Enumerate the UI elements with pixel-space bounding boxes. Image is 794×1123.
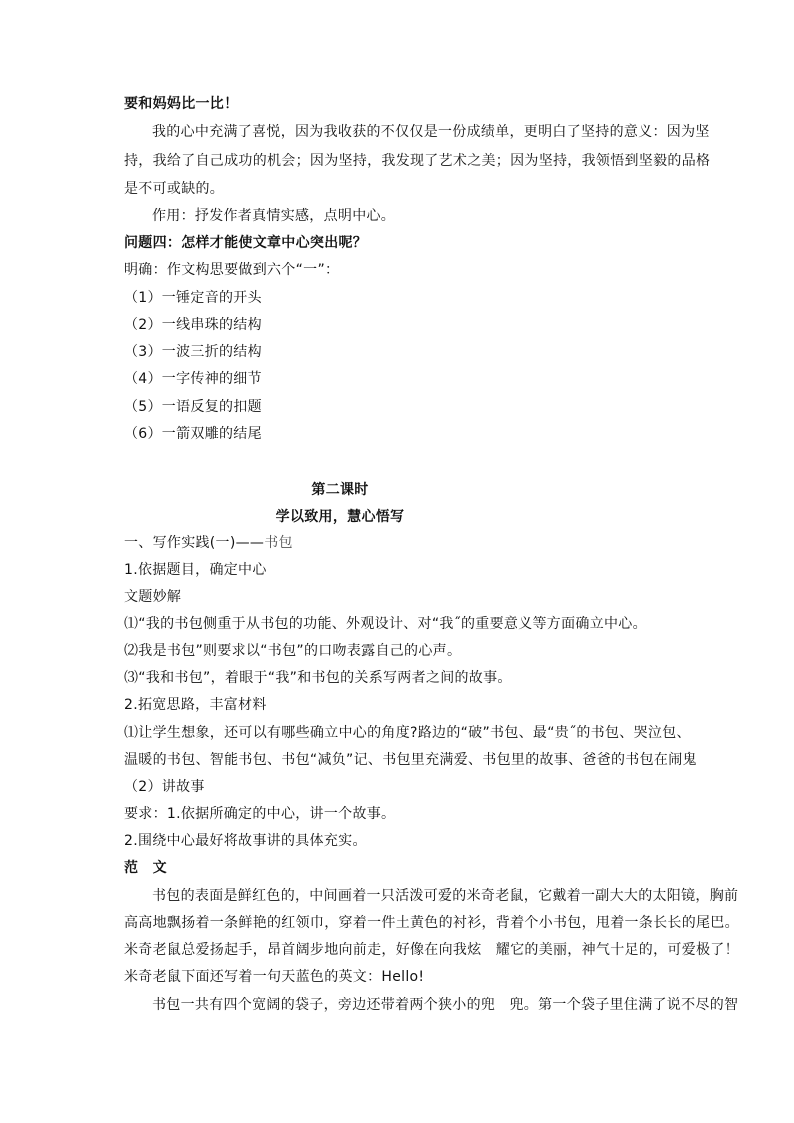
paragraph-line: ⑶“我和书包”，着眼于“我”和书包的关系写两者之间的故事。 <box>124 670 512 686</box>
paragraph-line: 书包的表面是鲜红色的，中间画着一只活泼可爱的米奇老鼠，它戴着一副大大的太阳镜，胸前 <box>152 888 739 904</box>
paragraph-line: ⑴“我的书包侧重于从书包的功能、外观设计、对“我˝的重要意义等方面确立中心。 <box>124 616 647 632</box>
paragraph-line: 要和妈妈比一比！ <box>124 96 239 112</box>
paragraph-line: ⑵我是书包”则要求以“书包”的口吻表露自己的心声。 <box>124 643 462 659</box>
list-item: （4）一字传神的细节 <box>124 371 262 387</box>
list-item: （2）一线串珠的结构 <box>124 317 262 333</box>
paragraph-line: 持，我给了自己成功的机会；因为坚持，我发现了艺术之美；因为坚持，我领悟到坚毅的品格 <box>124 153 711 169</box>
list-item: （5）一语反复的扣题 <box>124 399 262 415</box>
paragraph-line: 书包一共有四个宽阔的袋子，旁边还带着两个狭小的兜 兜。第一个袋子里住满了说不尽的智 <box>152 997 739 1013</box>
heading-text: 一、写作实践(一)—— <box>124 535 265 551</box>
heading-topic: 书包 <box>264 535 293 551</box>
lesson-title: 第二课时 <box>311 482 369 498</box>
section-heading: 范 文 <box>124 860 167 876</box>
paragraph-line: 2.拓宽思路，丰富材料 <box>124 697 267 713</box>
paragraph-line: 温暖的书包、智能书包、书包“减负”记、书包里充满爱、书包里的故事、爸爸的书包在闹鬼 <box>124 752 697 768</box>
paragraph-line: 明确：作文构思要做到六个“一”： <box>124 262 340 278</box>
paragraph-line: 要求：1.依据所确定的中心，讲一个故事。 <box>124 806 396 822</box>
paragraph-line: 1.依据题目，确定中心 <box>124 562 267 578</box>
paragraph-line: 高高地飘扬着一条鲜艳的红领巾，穿着一件土黄色的衬衫，背着个小书包，甩着一条长长的尾巴。 <box>124 915 739 931</box>
paragraph-line: 是不可或缺的。 <box>124 181 225 197</box>
paragraph-line: 作用：抒发作者真情实感，点明中心。 <box>152 208 396 224</box>
paragraph-line: 文题妙解 <box>124 589 182 605</box>
paragraph-line: ⑴让学生想象，还可以有哪些确立中心的角度?路边的“破”书包、最“贵˝的书包、哭泣包、 <box>124 725 691 741</box>
paragraph-line: （2）讲故事 <box>124 779 205 795</box>
paragraph-line: 米奇老鼠总爱扬起手，昂首阔步地向前走，好像在向我炫 耀它的美丽，神气十足的，可爱极了！ <box>124 942 739 958</box>
section-heading <box>124 533 293 553</box>
paragraph-line: 我的心中充满了喜悦，因为我收获的不仅仅是一份成绩单，更明白了坚持的意义：因为坚 <box>152 124 710 140</box>
paragraph-line: 米奇老鼠下面还写着一句天蓝色的英文：Hello! <box>124 969 425 985</box>
list-item: （6）一箭双雕的结尾 <box>124 426 262 442</box>
lesson-subtitle: 学以致用，慧心悟写 <box>275 509 405 525</box>
paragraph-line: 2.围绕中心最好将故事讲的具体充实。 <box>124 833 367 849</box>
list-item: （3）一波三折的结构 <box>124 344 262 360</box>
list-item: （1）一锤定音的开头 <box>124 290 262 306</box>
section-heading: 问题四：怎样才能使文章中心突出呢？ <box>124 235 368 251</box>
